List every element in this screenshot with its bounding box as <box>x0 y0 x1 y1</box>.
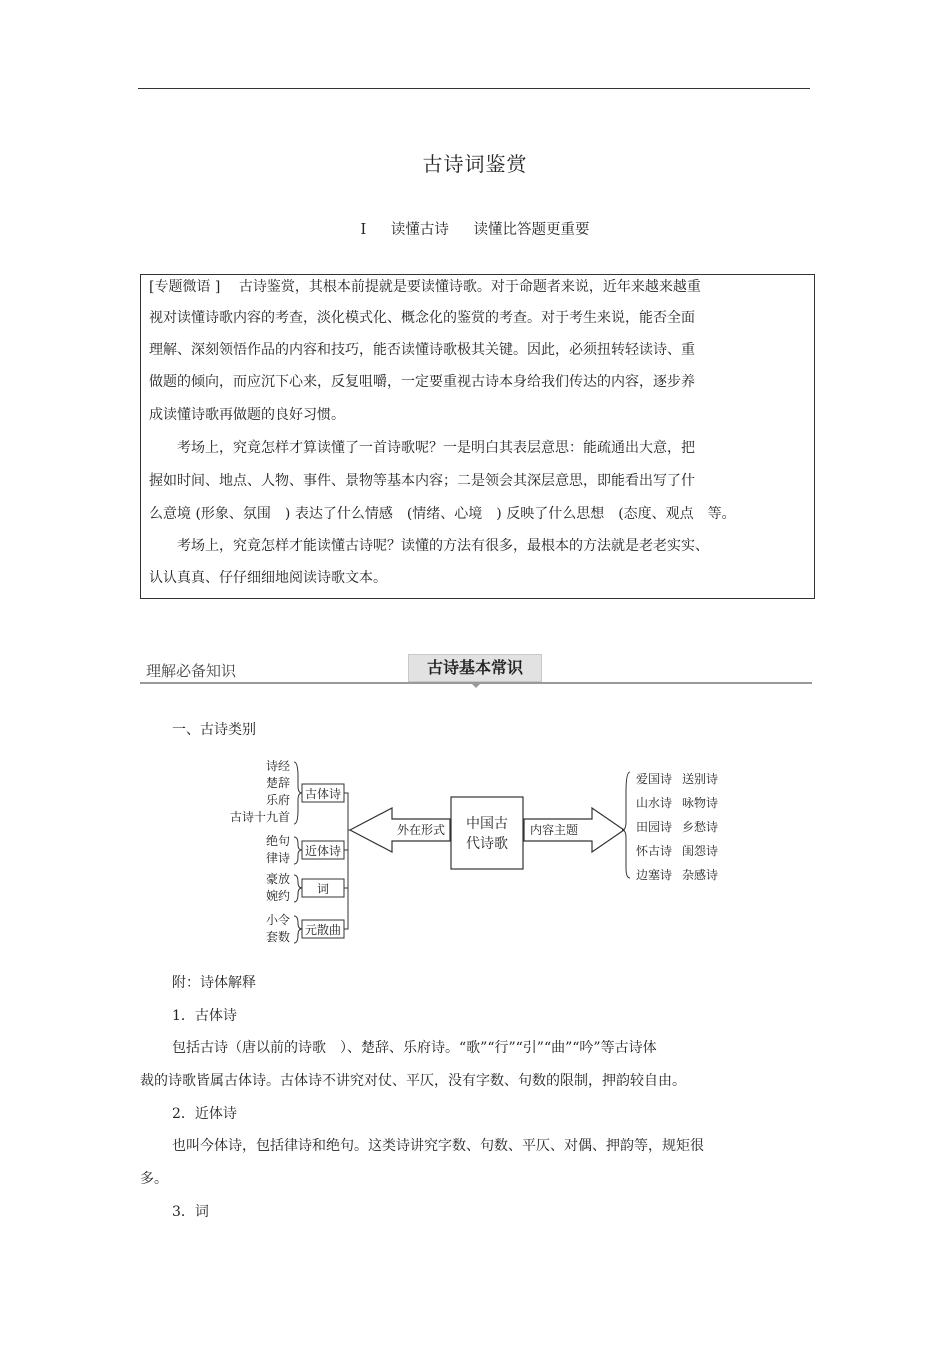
item1-line1: 包括古诗（唐以前的诗歌 ）、楚辞、乐府诗。“歌”“行”“引”“曲”“吟”等古诗体 <box>172 1040 657 1056</box>
item2-title: 2．近体诗 <box>172 1106 237 1122</box>
form-member: 楚辞 <box>265 776 290 790</box>
theme-item: 边塞诗 <box>636 868 673 882</box>
item1-title: 1．古体诗 <box>172 1008 237 1024</box>
subtitle-numeral: Ⅰ <box>360 222 367 238</box>
heading-classification: 一、古诗类别 <box>172 722 256 738</box>
form-member: 小令 <box>265 913 290 927</box>
theme-item: 乡愁诗 <box>682 820 719 834</box>
form-label: 近体诗 <box>304 844 342 858</box>
theme-item: 爱国诗 <box>636 772 673 786</box>
form-member: 绝句 <box>265 834 290 848</box>
form-member: 诗经 <box>265 759 290 773</box>
intro-line: 视对读懂诗歌内容的考查，淡化模式化、概念化的鉴赏的考查。对于考生来说，能否全面 <box>149 310 695 326</box>
intro-line: 么意境 (形象、氛围 ) 表达了什么情感 (情绪、心境 ) 反映了什么思想 (态度、观点 等。 <box>149 506 736 522</box>
form-label: 元散曲 <box>304 923 342 937</box>
right-arrow-label: 内容主题 <box>529 823 579 837</box>
intro-line: 握如时间、地点、人物、事件、景物等基本内容；二是领会其深层意思，即能看出写了什 <box>149 473 695 489</box>
form-member: 律诗 <box>265 851 290 865</box>
form-member: 套数 <box>265 930 290 944</box>
center-line-2: 代诗歌 <box>466 836 508 852</box>
intro-line: 理解、深刻领悟作品的内容和技巧，能否读懂诗歌极其关键。因此，必须扭转轻读诗、重 <box>149 342 695 358</box>
left-arrow-label: 外在形式 <box>396 823 446 837</box>
intro-line: [专题微语 ] 古诗鉴赏，其根本前提就是要读懂诗歌。对于命题者来说，近年来越来越重 <box>149 279 701 295</box>
page-title: 古诗词鉴赏 <box>422 152 528 176</box>
header-rule <box>138 88 810 89</box>
intro-box <box>140 274 815 599</box>
section-tab: 古诗基本常识 <box>408 654 542 682</box>
poetry-classification-diagram <box>220 752 740 952</box>
theme-item: 咏物诗 <box>682 796 719 810</box>
theme-item: 怀古诗 <box>636 844 673 858</box>
form-label: 词 <box>316 882 330 896</box>
center-box <box>451 797 523 869</box>
brace-jin <box>294 837 302 864</box>
item3-title: 3．词 <box>172 1204 209 1220</box>
brace-qu <box>294 916 302 943</box>
theme-item: 送别诗 <box>682 772 719 786</box>
subtitle-part-a: 读懂古诗 <box>390 222 449 238</box>
form-member: 古诗十九首 <box>229 810 290 824</box>
theme-item: 山水诗 <box>636 796 673 810</box>
section-bar <box>140 656 812 684</box>
theme-item: 闺怨诗 <box>682 844 719 858</box>
intro-line: 认认真真、仔仔细细地阅读诗歌文本。 <box>149 570 387 586</box>
item2-line1: 也叫今体诗，包括律诗和绝句。这类诗讲究字数、句数、平仄、对偶、押韵等，规矩很 <box>172 1138 704 1154</box>
intro-line: 考场上，究竟怎样才算读懂了一首诗歌呢？一是明白其表层意思：能疏通出大意，把 <box>149 440 695 456</box>
intro-line: 做题的倾向，而应沉下心来，反复咀嚼，一定要重视古诗本身给我们传达的内容，逐步养 <box>149 374 695 390</box>
brace-gu <box>294 762 302 824</box>
form-member: 乐府 <box>265 793 290 807</box>
form-label: 古体诗 <box>304 787 342 801</box>
page-subtitle <box>0 218 950 239</box>
brace-ci <box>294 875 302 902</box>
item1-line2: 裁的诗歌皆属古体诗。古体诗不讲究对仗、平仄，没有字数、句数的限制，押韵较自由。 <box>140 1073 686 1089</box>
section-tab-pointer <box>470 682 482 688</box>
theme-item: 田园诗 <box>636 820 673 834</box>
section-left-label: 理解必备知识 <box>146 662 237 680</box>
form-member: 豪放 <box>265 872 290 886</box>
center-line-1: 中国古 <box>466 816 508 832</box>
subtitle-part-b: 读懂比答题更重要 <box>473 222 590 238</box>
intro-line: 成读懂诗歌再做题的良好习惯。 <box>149 407 345 423</box>
form-member: 婉约 <box>265 889 290 903</box>
intro-line: 考场上，究竟怎样才能读懂古诗呢？读懂的方法有很多，最根本的方法就是老老实实、 <box>149 538 709 554</box>
theme-item: 杂感诗 <box>682 868 719 882</box>
item2-line2: 多。 <box>140 1171 168 1187</box>
forms-bracket <box>344 793 352 929</box>
appendix-label: 附：诗体解释 <box>172 975 256 991</box>
themes-brace <box>622 772 630 878</box>
